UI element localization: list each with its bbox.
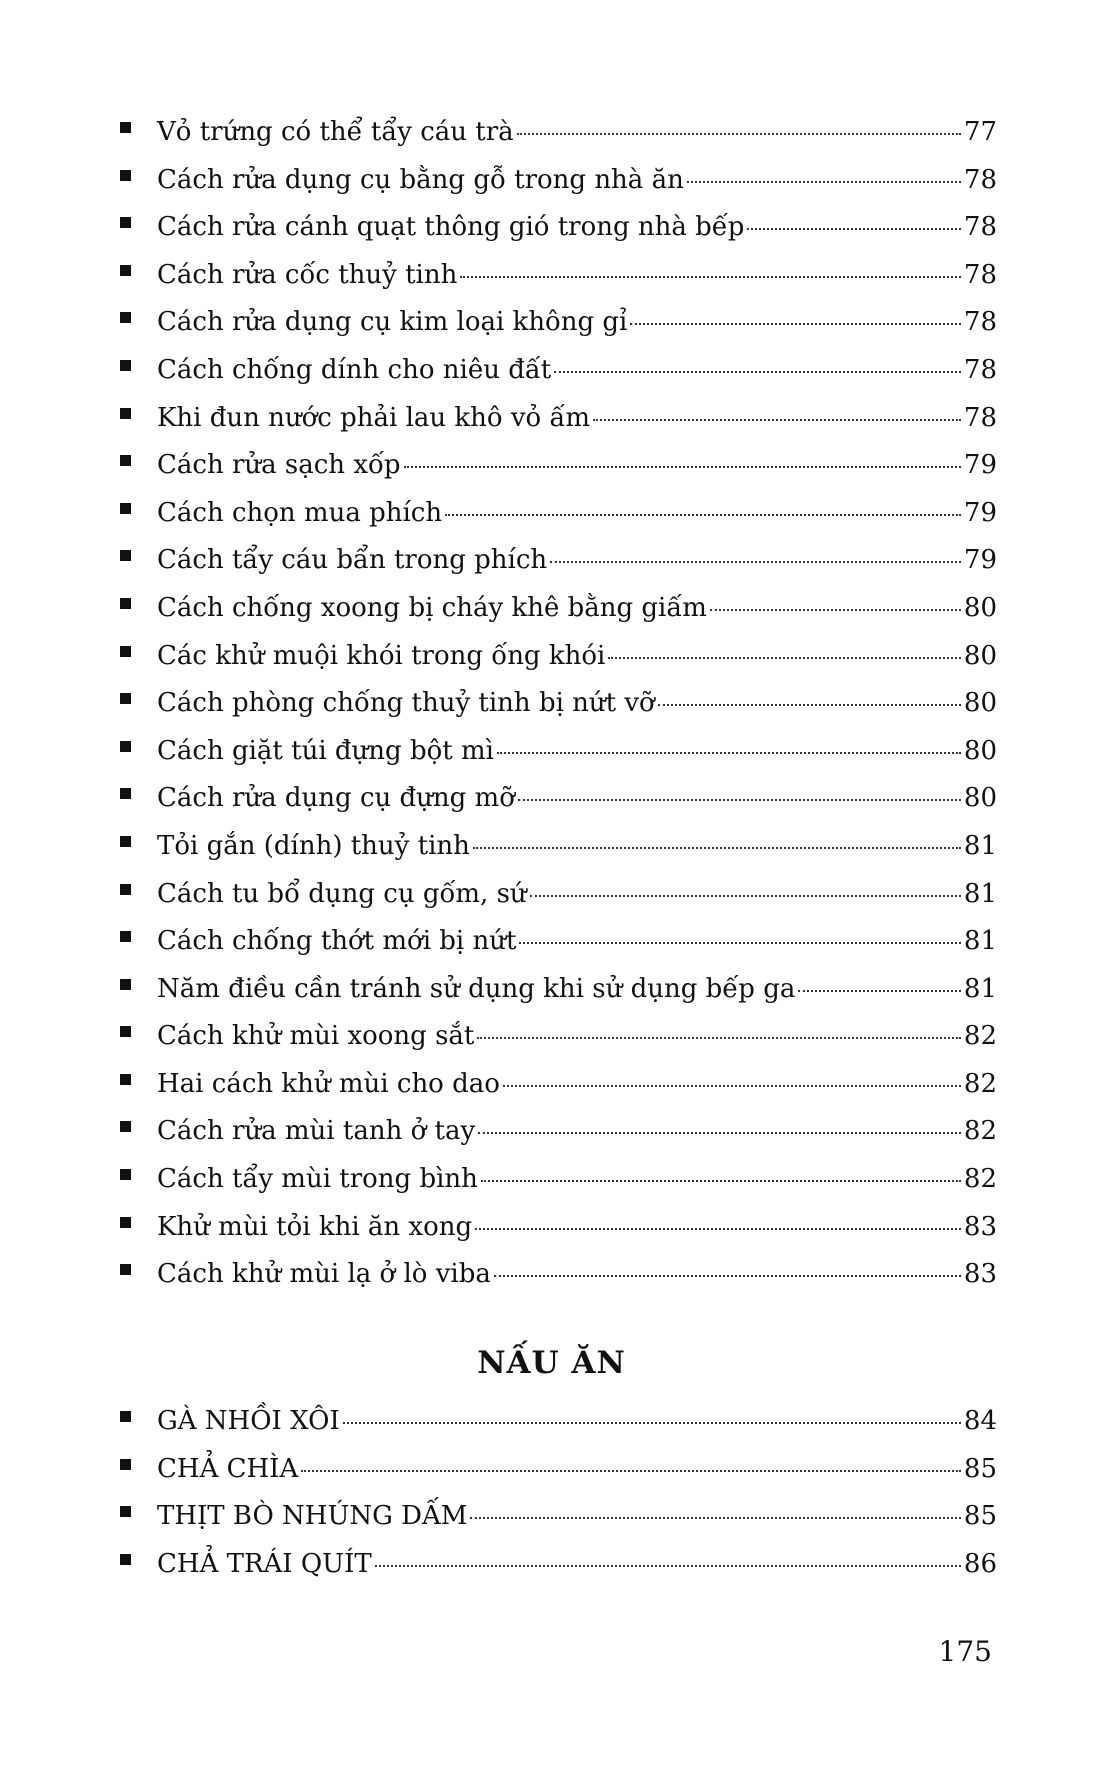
toc-entry-title: Khi đun nước phải lau khô vỏ ấm: [157, 402, 591, 433]
bullet-square-icon: [120, 693, 131, 704]
dot-leader: [518, 799, 961, 801]
toc-entry-title: Khử mùi tỏi khi ăn xong: [157, 1211, 473, 1242]
toc-entry-title: Cách chống thớt mới bị nứt: [157, 926, 517, 957]
dot-leader: [517, 133, 961, 135]
dot-leader: [481, 1180, 961, 1182]
toc-entry-page: 86: [963, 1548, 997, 1579]
toc-entry[interactable]: [120, 736, 997, 784]
toc-entry-page: 81: [963, 830, 997, 861]
toc-entry[interactable]: [120, 1454, 997, 1502]
toc-entry[interactable]: [120, 1259, 997, 1307]
bullet-square-icon: [120, 217, 131, 228]
bullet-square-icon: [120, 836, 131, 847]
toc-entry[interactable]: [120, 117, 997, 165]
toc-entry[interactable]: [120, 831, 997, 879]
toc-entry-title: Cách khử mùi lạ ở lò viba: [157, 1259, 491, 1290]
dot-leader: [710, 609, 961, 611]
toc-entry-page: 85: [963, 1453, 997, 1484]
toc-entry-page: 83: [963, 1259, 997, 1290]
toc-entry-title: Cách rửa cốc thuỷ tinh: [157, 259, 458, 290]
dot-leader: [519, 942, 960, 944]
bullet-square-icon: [120, 1506, 131, 1517]
toc-entry[interactable]: [120, 1021, 997, 1069]
dot-leader: [550, 561, 961, 563]
toc-entry-page: 83: [963, 1211, 997, 1242]
bullet-square-icon: [120, 1217, 131, 1228]
dot-leader: [477, 1037, 961, 1039]
dot-leader: [503, 1085, 961, 1087]
toc-entry-page: 78: [963, 259, 997, 290]
toc-entry[interactable]: [120, 212, 997, 260]
toc-entry-page: 82: [963, 1164, 997, 1195]
toc-entry-title: Hai cách khử mùi cho dao: [157, 1068, 500, 1099]
toc-entry-title: Tỏi gắn (dính) thuỷ tinh: [157, 830, 470, 861]
toc-entry-page: 82: [963, 1068, 997, 1099]
dot-leader: [404, 466, 961, 468]
toc-entry[interactable]: [120, 879, 997, 927]
toc-entry-page: 84: [963, 1406, 997, 1436]
toc-entry-page: 80: [963, 640, 997, 671]
bullet-square-icon: [120, 646, 131, 657]
toc-list-cooking: [120, 1406, 997, 1596]
toc-entry-page: 81: [963, 926, 997, 957]
bullet-square-icon: [120, 122, 131, 133]
toc-entry-page: 82: [963, 1021, 997, 1052]
toc-entry-page: 80: [963, 735, 997, 766]
dot-leader: [687, 181, 961, 183]
toc-entry-title: Cách chọn mua phích: [157, 497, 443, 528]
toc-entry-title: CHẢ TRÁI QUÍT: [157, 1548, 372, 1579]
bullet-square-icon: [120, 265, 131, 276]
toc-entry-title: Các khử muội khói trong ống khói: [157, 640, 606, 671]
toc-entry-title: Cách khử mùi xoong sắt: [157, 1021, 475, 1052]
dot-leader: [460, 276, 961, 278]
toc-entry-title: Cách rửa cánh quạt thông gió trong nhà bếp: [157, 212, 745, 243]
toc-entry-title: CHẢ CHÌA: [157, 1453, 299, 1484]
toc-entry[interactable]: [120, 974, 997, 1022]
toc-entry[interactable]: [120, 1406, 997, 1454]
toc-entry-title: Cách rửa mùi tanh ở tay: [157, 1116, 476, 1147]
toc-entry-title: THỊT BÒ NHÚNG DẤM: [157, 1501, 468, 1532]
bullet-square-icon: [120, 979, 131, 990]
toc-entry-title: Cách rửa dụng cụ bằng gỗ trong nhà ăn: [157, 164, 684, 195]
toc-entry[interactable]: [120, 926, 997, 974]
bullet-square-icon: [120, 884, 131, 895]
toc-entry-page: 81: [963, 878, 997, 909]
bullet-square-icon: [120, 1459, 131, 1470]
toc-entry[interactable]: [120, 1116, 997, 1164]
toc-entry-title: Cách rửa dụng cụ đựng mỡ: [157, 783, 515, 814]
toc-entry-title: Năm điều cần tránh sử dụng khi sử dụng bếp ga: [157, 973, 796, 1004]
toc-entry-title: Cách tu bổ dụng cụ gốm, sứ: [157, 878, 527, 909]
toc-entry-title: Cách chống xoong bị cháy khê bằng giấm: [157, 592, 707, 623]
toc-entry-page: 78: [963, 212, 997, 243]
toc-entry[interactable]: [120, 545, 997, 593]
bullet-square-icon: [120, 931, 131, 942]
toc-entry[interactable]: [120, 688, 997, 736]
toc-entry-page: 80: [963, 688, 997, 719]
dot-leader: [475, 1228, 961, 1230]
bullet-square-icon: [120, 788, 131, 799]
toc-entry-title: Cách giặt túi đựng bột mì: [157, 735, 494, 766]
toc-entry[interactable]: [120, 783, 997, 831]
toc-entry-title: Cách rửa dụng cụ kim loại không gỉ: [157, 307, 628, 338]
bullet-square-icon: [120, 1554, 131, 1565]
bullet-square-icon: [120, 741, 131, 752]
toc-entry[interactable]: [120, 1069, 997, 1117]
toc-entry-page: 85: [963, 1501, 997, 1532]
toc-entry-page: 79: [963, 450, 997, 481]
bullet-square-icon: [120, 170, 131, 181]
dot-leader: [445, 514, 961, 516]
toc-entry[interactable]: [120, 260, 997, 308]
toc-entry-page: 80: [963, 592, 997, 623]
bullet-square-icon: [120, 1121, 131, 1132]
bullet-square-icon: [120, 1264, 131, 1275]
bullet-square-icon: [120, 1026, 131, 1037]
toc-entry-page: 78: [963, 354, 997, 385]
toc-entry-title: Cách tẩy cáu bẩn trong phích: [157, 545, 548, 576]
toc-entry-title: Cách tẩy mùi trong bình: [157, 1164, 478, 1195]
toc-entry-page: 78: [963, 164, 997, 195]
toc-entry[interactable]: [120, 307, 997, 355]
bullet-square-icon: [120, 550, 131, 561]
toc-entry-page: 78: [963, 307, 997, 338]
bullet-square-icon: [120, 1169, 131, 1180]
dot-leader: [473, 847, 961, 849]
bullet-square-icon: [120, 312, 131, 323]
toc-entry[interactable]: [120, 403, 997, 451]
bullet-square-icon: [120, 455, 131, 466]
dot-leader: [798, 990, 961, 992]
dot-leader: [301, 1470, 961, 1472]
dot-leader: [593, 419, 961, 421]
dot-leader: [478, 1132, 961, 1134]
toc-entry-page: 77: [963, 117, 997, 147]
dot-leader: [530, 895, 961, 897]
dot-leader: [343, 1422, 961, 1424]
page-number: 175: [938, 1635, 992, 1668]
toc-entry-page: 82: [963, 1116, 997, 1147]
toc-entry-title: Cách rửa sạch xốp: [157, 450, 401, 481]
toc-entry[interactable]: [120, 498, 997, 546]
bullet-square-icon: [120, 598, 131, 609]
toc-entry-page: 80: [963, 783, 997, 814]
dot-leader: [658, 704, 961, 706]
bullet-square-icon: [120, 1074, 131, 1085]
toc-entry[interactable]: [120, 355, 997, 403]
dot-leader: [470, 1517, 960, 1519]
bullet-square-icon: [120, 360, 131, 371]
toc-entry[interactable]: [120, 1549, 997, 1597]
bullet-square-icon: [120, 408, 131, 419]
toc-entry[interactable]: [120, 1212, 997, 1260]
toc-entry[interactable]: [120, 1501, 997, 1549]
dot-leader: [375, 1565, 961, 1567]
toc-entry-page: 79: [963, 497, 997, 528]
dot-leader: [630, 323, 961, 325]
toc-list-household: [120, 117, 997, 1307]
toc-entry-title: GÀ NHỒI XÔI: [157, 1406, 340, 1436]
dot-leader: [747, 228, 960, 230]
dot-leader: [497, 752, 961, 754]
bullet-square-icon: [120, 503, 131, 514]
section-heading: NẤU ĂN: [477, 1345, 626, 1381]
toc-entry-page: 81: [963, 973, 997, 1004]
toc-entry-page: 79: [963, 545, 997, 576]
toc-entry-title: Cách chống dính cho niêu đất: [157, 354, 552, 385]
toc-entry[interactable]: [120, 1164, 997, 1212]
toc-entry-title: Vỏ trứng có thể tẩy cáu trà: [157, 117, 514, 147]
dot-leader: [554, 371, 961, 373]
toc-entry[interactable]: [120, 593, 997, 641]
toc-entry-page: 78: [963, 402, 997, 433]
toc-entry-title: Cách phòng chống thuỷ tinh bị nứt vỡ: [157, 688, 655, 719]
dot-leader: [608, 657, 961, 659]
toc-entry[interactable]: [120, 450, 997, 498]
dot-leader: [494, 1275, 961, 1277]
bullet-square-icon: [120, 1411, 131, 1422]
toc-entry[interactable]: [120, 165, 997, 213]
toc-entry[interactable]: [120, 641, 997, 689]
